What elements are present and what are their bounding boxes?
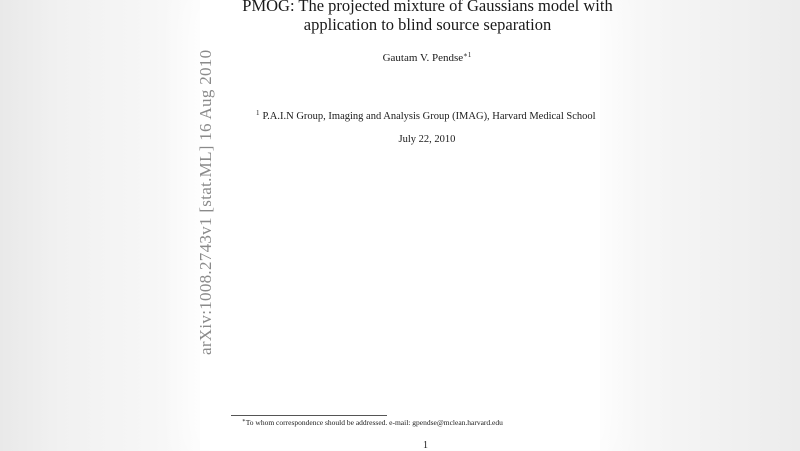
author-marks: ∗1 [463,51,472,59]
affiliation-line [256,109,596,122]
paper-date: July 22, 2010 [398,134,456,145]
author-line [202,51,652,64]
footnote-divider [231,415,387,416]
paper-title-line-1: PMOG: The projected mixture of Gaussians model with [242,0,613,15]
paper-title-line-2: application to blind source separation [303,15,552,34]
paper-page [200,0,600,450]
paper-title [200,0,655,34]
author-name: Gautam V. Pendse [382,52,464,64]
arxiv-stamp: arXiv:1008.2743v1 [stat.ML] 16 Aug 2010 [196,49,215,355]
footnote-text: To whom correspondence should be addressed. e-mail: gpendse@mclean.harvard.edu [245,418,503,427]
affiliation-mark: 1 [256,109,260,117]
page-number: 1 [423,440,428,451]
footnote-mark: ∗ [242,418,246,424]
footnote [242,418,503,427]
affiliation-text: P.A.I.N Group, Imaging and Analysis Group (IMAG), Harvard Medical School [262,111,596,122]
